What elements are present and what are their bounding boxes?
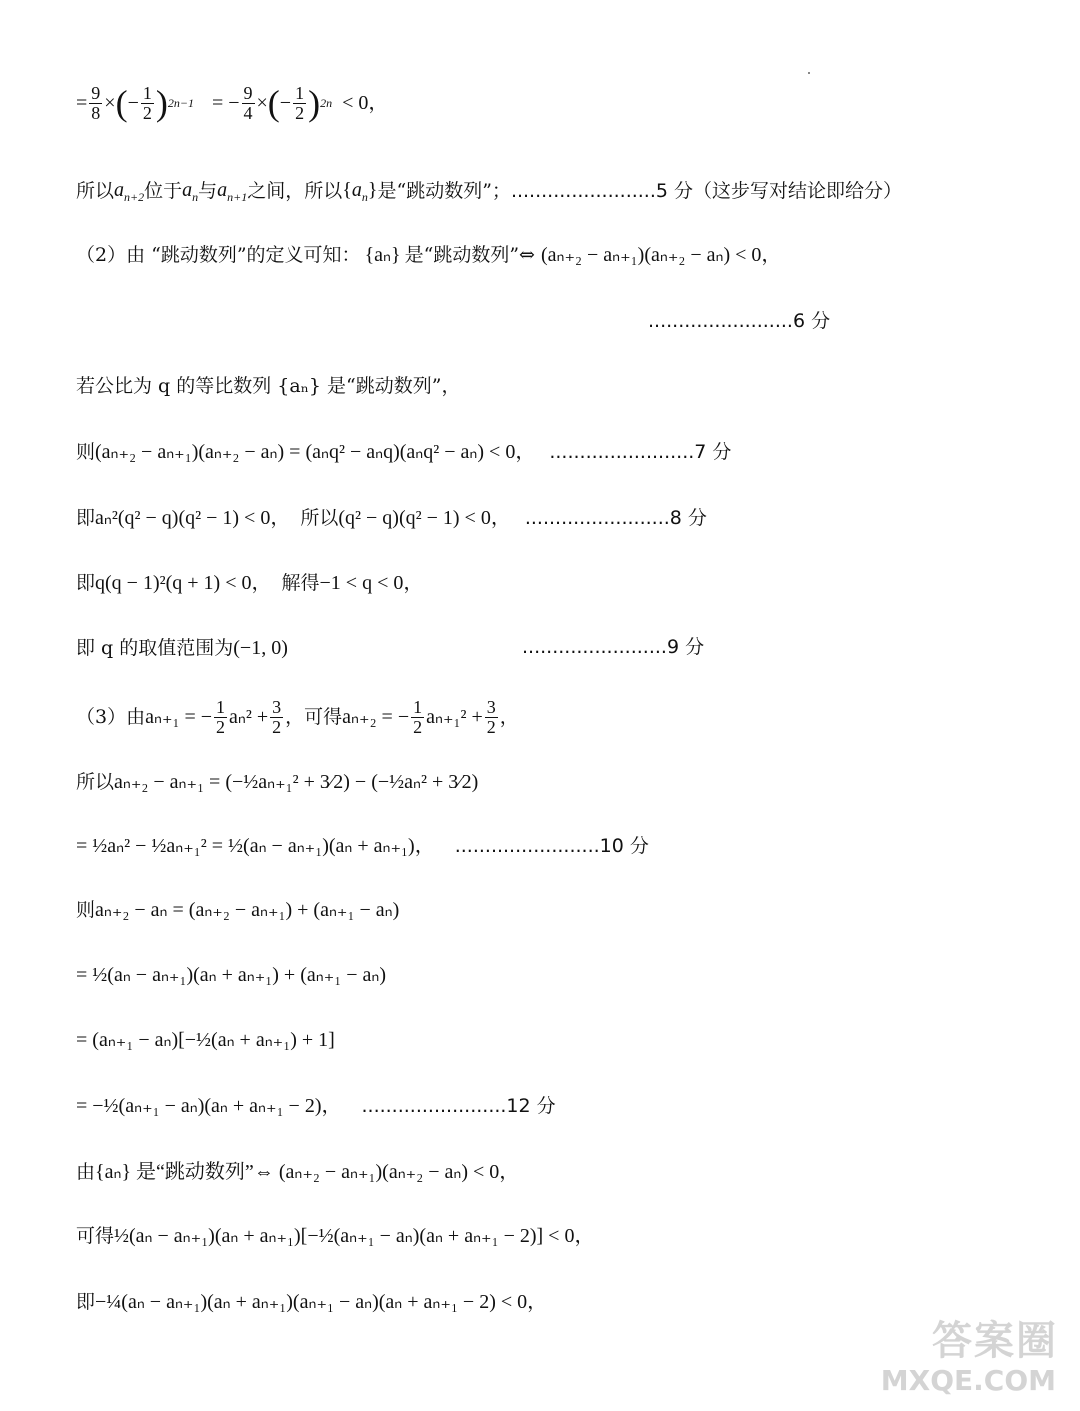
a-n-plus-1: $a_{n+1}$ xyxy=(217,179,248,204)
expand-line: = ½(aₙ − aₙ₊₁)(aₙ + aₙ₊₁) + (aₙ₊₁ − aₙ) xyxy=(76,964,387,986)
solve-line: 即 q(q − 1)²(q + 1) < 0， 解得 −1 < q < 0， xyxy=(76,571,424,594)
equals-neg: = − xyxy=(211,92,240,115)
equation-line-1: = $\frac{9}{8}$ × ( − $\frac{1}{2}$ ) 2n−1 = − $\frac{9}{4}$ × ( − $\frac{1}{2}$ ) 2n < 0， xyxy=(76,83,389,124)
score-8: ........................8 分 xyxy=(524,506,707,529)
difference-line: 所以 aₙ₊₂ − aₙ₊₁ = (−½aₙ₊₁² + 3⁄2) − (−½aₙ² + 3⁄2) xyxy=(76,770,479,793)
geometric-sequence-line: 若公比为 q 的等比数列 {aₙ} 是“跳动数列”， xyxy=(76,375,461,397)
fraction-1-2b: $\frac{1}{2}$ xyxy=(295,83,305,123)
score-5: ........................5 分（这步写对结论即给分） xyxy=(510,180,903,202)
product-line: 则 (aₙ₊₂ − aₙ₊₁)(aₙ₊₂ − aₙ) = (aₙq² − aₙq)(aₙq² − aₙ) < 0， ........................7 分 xyxy=(76,440,732,463)
score-9: ........................9 分 xyxy=(522,636,705,658)
watermark xyxy=(880,1309,1062,1397)
score-10: ........................10 分 xyxy=(454,834,649,857)
condition-line: 由 {aₙ} 是“跳动数列”⇔ (aₙ₊₂ − aₙ₊₁)(aₙ₊₂ − aₙ) < 0， xyxy=(76,1160,520,1183)
watermark-url: MXQE.COM xyxy=(880,1364,1056,1397)
a-n: $a_n$ xyxy=(182,179,199,204)
watermark-logo: 答案圈 xyxy=(932,1318,1058,1364)
exponent: 2n−1 xyxy=(167,96,194,111)
score-12: ........................12 分 xyxy=(361,1094,556,1117)
fraction-9-4: $\frac{9}{4}$ xyxy=(243,83,253,123)
score-6: ........................6 分 xyxy=(648,310,831,332)
simplify-line: = ½aₙ² − ½aₙ₊₁² = ½(aₙ − aₙ₊₁)(aₙ + aₙ₊₁)， ........................10 分 xyxy=(76,834,649,857)
result-line: = −½(aₙ₊₁ − aₙ)(aₙ + aₙ₊₁ − 2)， ........................12 分 xyxy=(76,1094,556,1117)
score-7: ........................7 分 xyxy=(549,440,732,463)
sequence-set: $\{a_n\}$ xyxy=(342,179,378,204)
conclusion-line: 所以 $a_{n+2}$ 位于 $a_n$ 与 $a_{n+1}$ 之间，所以 $\{a_n\}$ 是“跳动数列”； ........................5 分（这步写对结论即给分） xyxy=(76,179,903,204)
stray-dot xyxy=(808,72,810,74)
factor-out-line: = (aₙ₊₁ − aₙ)[−½(aₙ + aₙ₊₁) + 1] xyxy=(76,1029,335,1051)
times-sign: × xyxy=(104,92,116,115)
a-n-plus-2: $a_{n+2}$ xyxy=(114,179,145,204)
range-line: 即 q 的取值范围为 (−1, 0) xyxy=(76,636,288,659)
equals-sign: = xyxy=(76,92,88,115)
fraction-1-2: $\frac{1}{2}$ xyxy=(142,83,152,123)
inequality-tail: < 0， xyxy=(342,92,389,115)
final-inequality-line: 即 −¼(aₙ − aₙ₊₁)(aₙ + aₙ₊₁)(aₙ₊₁ − aₙ)(aₙ + aₙ₊₁ − 2) < 0， xyxy=(76,1290,548,1313)
factor-line: 即 aₙ²(q² − q)(q² − 1) < 0， 所以 (q² − q)(q² − 1) < 0， ........................8 分 xyxy=(76,506,707,529)
substitute-line: 可得 ½(aₙ − aₙ₊₁)(aₙ + aₙ₊₁)[−½(aₙ₊₁ − aₙ)(aₙ + aₙ₊₁ − 2)] < 0， xyxy=(76,1224,595,1247)
fraction-9-8: $\frac{9}{8}$ xyxy=(91,83,101,123)
part-3-recurrence: （3）由 aₙ₊₁ = − $\frac{1}{2}$ aₙ² + $\frac{3}{2}$ ，可得 aₙ₊₂ = − $\frac{1}{2}$ aₙ₊₁² + $\frac{3}{2}$ ， xyxy=(76,697,519,737)
part-2-definition: （2）由 “跳动数列”的定义可知： {aₙ} 是“跳动数列”⇔ (aₙ₊₂ − aₙ₊₁)(aₙ₊₂ − aₙ) < 0， xyxy=(76,243,782,266)
telescoping-line: 则 aₙ₊₂ − aₙ = (aₙ₊₂ − aₙ₊₁) + (aₙ₊₁ − aₙ) xyxy=(76,898,400,921)
exponent: 2n xyxy=(320,96,333,111)
